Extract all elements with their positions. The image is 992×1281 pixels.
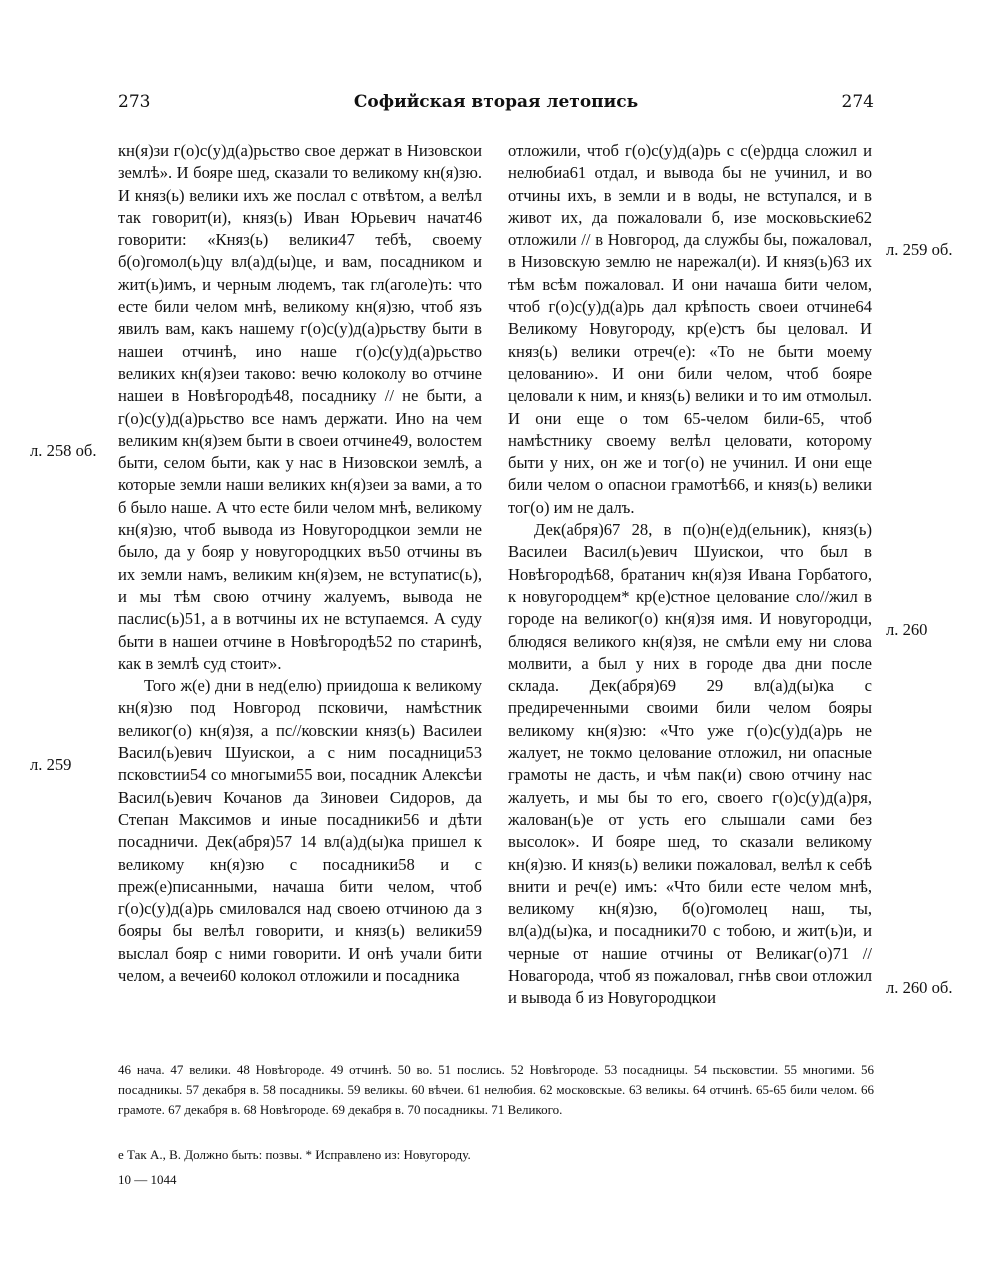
- page-number-right: 274: [841, 92, 874, 112]
- margin-folio-note: л. 258 об.: [30, 441, 97, 460]
- page-number-left: 273: [118, 92, 151, 112]
- margin-folio-note: л. 260: [886, 620, 928, 639]
- page-title: Софийская вторая летопись: [353, 92, 639, 112]
- margin-folio-note: л. 259 об.: [886, 240, 953, 259]
- editorial-notes: е Так А., В. Должно быть: позвы. * Исправлено из: Новугороду.: [118, 1147, 471, 1162]
- printer-signature: 10 — 1044: [118, 1172, 177, 1187]
- footnotes: 46 нача. 47 велики. 48 Новѣгороде. 49 отчинѣ. 50 во. 51 послись. 52 Новѣгороде. 53 посадницы. 54 пьсковстии. 55 многими. 56 посадникы. 57 декабря в. 58 посадникы. 59 великы. 60 вѣчеи. 61 нелюбия. 62 московскые. 63 великы. 64 отчинѣ. 65-65 били челом. 66 грамоте. 67 декабря в. 68 Новѣгороде. 69 декабря в. 70 посадникы. 71 Великого.: [118, 1062, 874, 1117]
- margin-folio-note: л. 259: [30, 755, 72, 774]
- paragraph: отложили, чтоб г(о)с(у)д(а)рь с с(е)рдца сложил и нелюбиа61 отдал, и вывода бы не учинил, и во отчины ихъ, в земли и в воды, не вступался, и в живот их, да пожаловали б, изе московьские62 отложили // в Новгород, да службы бы, пожаловал, в Низовскую землю не нарежал(и). И княз(ь)63 их тѣм всѣм пожаловал. И они начаша бити челом, чтоб г(о)с(у)д(а)рь дал крѣпость своеи отчине64 Великому Новугороду, кр(е)стъ бы целовал. И княз(ь) велики отреч(е): «То не быти моему целованию». И они били челом, чтоб бояре целовали к ним, и княз(ь) велики и то им отмолыл. И они еще о том 65-челом били-65, чтоб намѣстнику своему велѣл целовати, которому быти у них, он же и тог(о) не учинил. И они еще били челом о опаснои грамотѣ66, и княз(ь) велики тог(о) им не далъ.: [508, 141, 872, 517]
- page-header: [118, 92, 874, 118]
- paragraph: кн(я)зи г(о)с(у)д(а)рьство свое держат в Низовскои землѣ». И бояре шед, сказали то великому кн(я)зю. И княз(ь) велики ихъ же послал с отвѣтом, а велѣл так говорит(и), княз(ь) Иван Юрьевич начат46 говорити: «Княз(ь) велики47 тебѣ, своему б(о)гомол(ь)цу вл(а)д(ы)це, и вам, посадником и жит(ь)имъ, и черным людемъ, так гл(аголе)ть: что есте били челом мнѣ, великому кн(я)зю, чтоб язъ явилъ вам, какъ нашему г(о)с(у)д(а)рьству быти в нашеи отчинѣ, ино наше г(о)с(у)д(а)рьство великих кн(я)зеи таково: вечю колоколу во отчине нашеи в Новѣгородѣ48, посаднику // не быти, а г(о)с(у)д(а)рьство все намъ держати. Ино на чем великим кн(я)зем быти в своеи отчине49, волостем быти, селом быти, как у нас в Низовскои землѣ, а которые земли наши великих кн(я)зеи за вами, а то б было наше. А что есте били челом мнѣ, великому кн(я)зю, чтоб вывода из Новугородцкои земли не было, да у бояр у новугородцких въ50 отчины въ их земли намъ, великим кн(я)зем, не вступатис(ь), и мы тѣм свою отчину жалуемъ, вывода не паслис(ь)51, а в вотчины их не вступаемся. А суду быти в нашеи отчине в Новѣгородѣ52 по старинѣ, как в землѣ суд стоит».: [118, 141, 482, 673]
- paragraph: Дек(абря)67 28, в п(о)н(е)д(ельник), княз(ь) Василеи Васил(ь)евич Шуискои, что был в Новѣгородѣ68, братанич кн(я)зя Ивана Горбатого, к новугородцем* кр(е)стное целование сло//жил в городе на великог(о) кн(я)зя имя. И новугородци, блюдяся великого кн(я)зя, не смѣли ему ни слова молвити, а был у них в городе два дни после склада. Дек(абря)69 29 вл(а)д(ы)ка с предиреченными своими били челом бояры великому кн(я)зю: «Что уже г(о)с(у)д(а)рь не жалует, не токмо целование отложил, ни опасные грамоты не дасть, и чѣм пак(и) свою отчину нас жалуеть, и мы бы то его, своего г(о)с(у)д(а)ря, жалован(ь)е от усть его слышали сами без высолок». И бояре шед, то сказали великому кн(я)зю. И княз(ь) велики пожаловал, велѣл к себѣ внити и реч(е) имъ: «Что били есте челом мнѣ, великому кн(я)зю, б(о)гомолец наш, ты, вл(а)д(ы)ка, и посадники70 с тобою, и жит(ь)и, и черные от нашие отчины от Великаг(о)71 // Новагорода, чтоб яз пожаловал, гнѣв свои отложил и вывода б из Новугородцкои: [508, 520, 872, 1008]
- paragraph: Того ж(е) дни в нед(елю) приидоша к великому кн(я)зю под Новгород псковичи, намѣстник великог(о) кн(я)зя, а пс//ковскии княз(ь) Василеи Васил(ь)евич Шуискои, а с ним посадници53 псковстии54 со многыми55 вои, посадник Алексѣи Васил(ь)евич Кочанов да Зиновеи Сидоров, да Степан Максимов и иные посадники56 и дѣти посадничи. Дек(абря)57 14 вл(а)д(ы)ка пришел к великому кн(я)зю с посадники58 и с преж(е)писанными, начаша бити челом, чтоб г(о)с(у)д(а)рь смиловался над своею отчиною да з бояры бы велѣл говорити, и княз(ь) велики59 выслал бояр с ними говорити. И онѣ учали бити челом, а вечеи60 колокол отложили и посадника: [118, 676, 482, 985]
- text-column-left: [118, 140, 482, 1020]
- text-column-right: [508, 140, 872, 1020]
- margin-folio-note: л. 260 об.: [886, 978, 953, 997]
